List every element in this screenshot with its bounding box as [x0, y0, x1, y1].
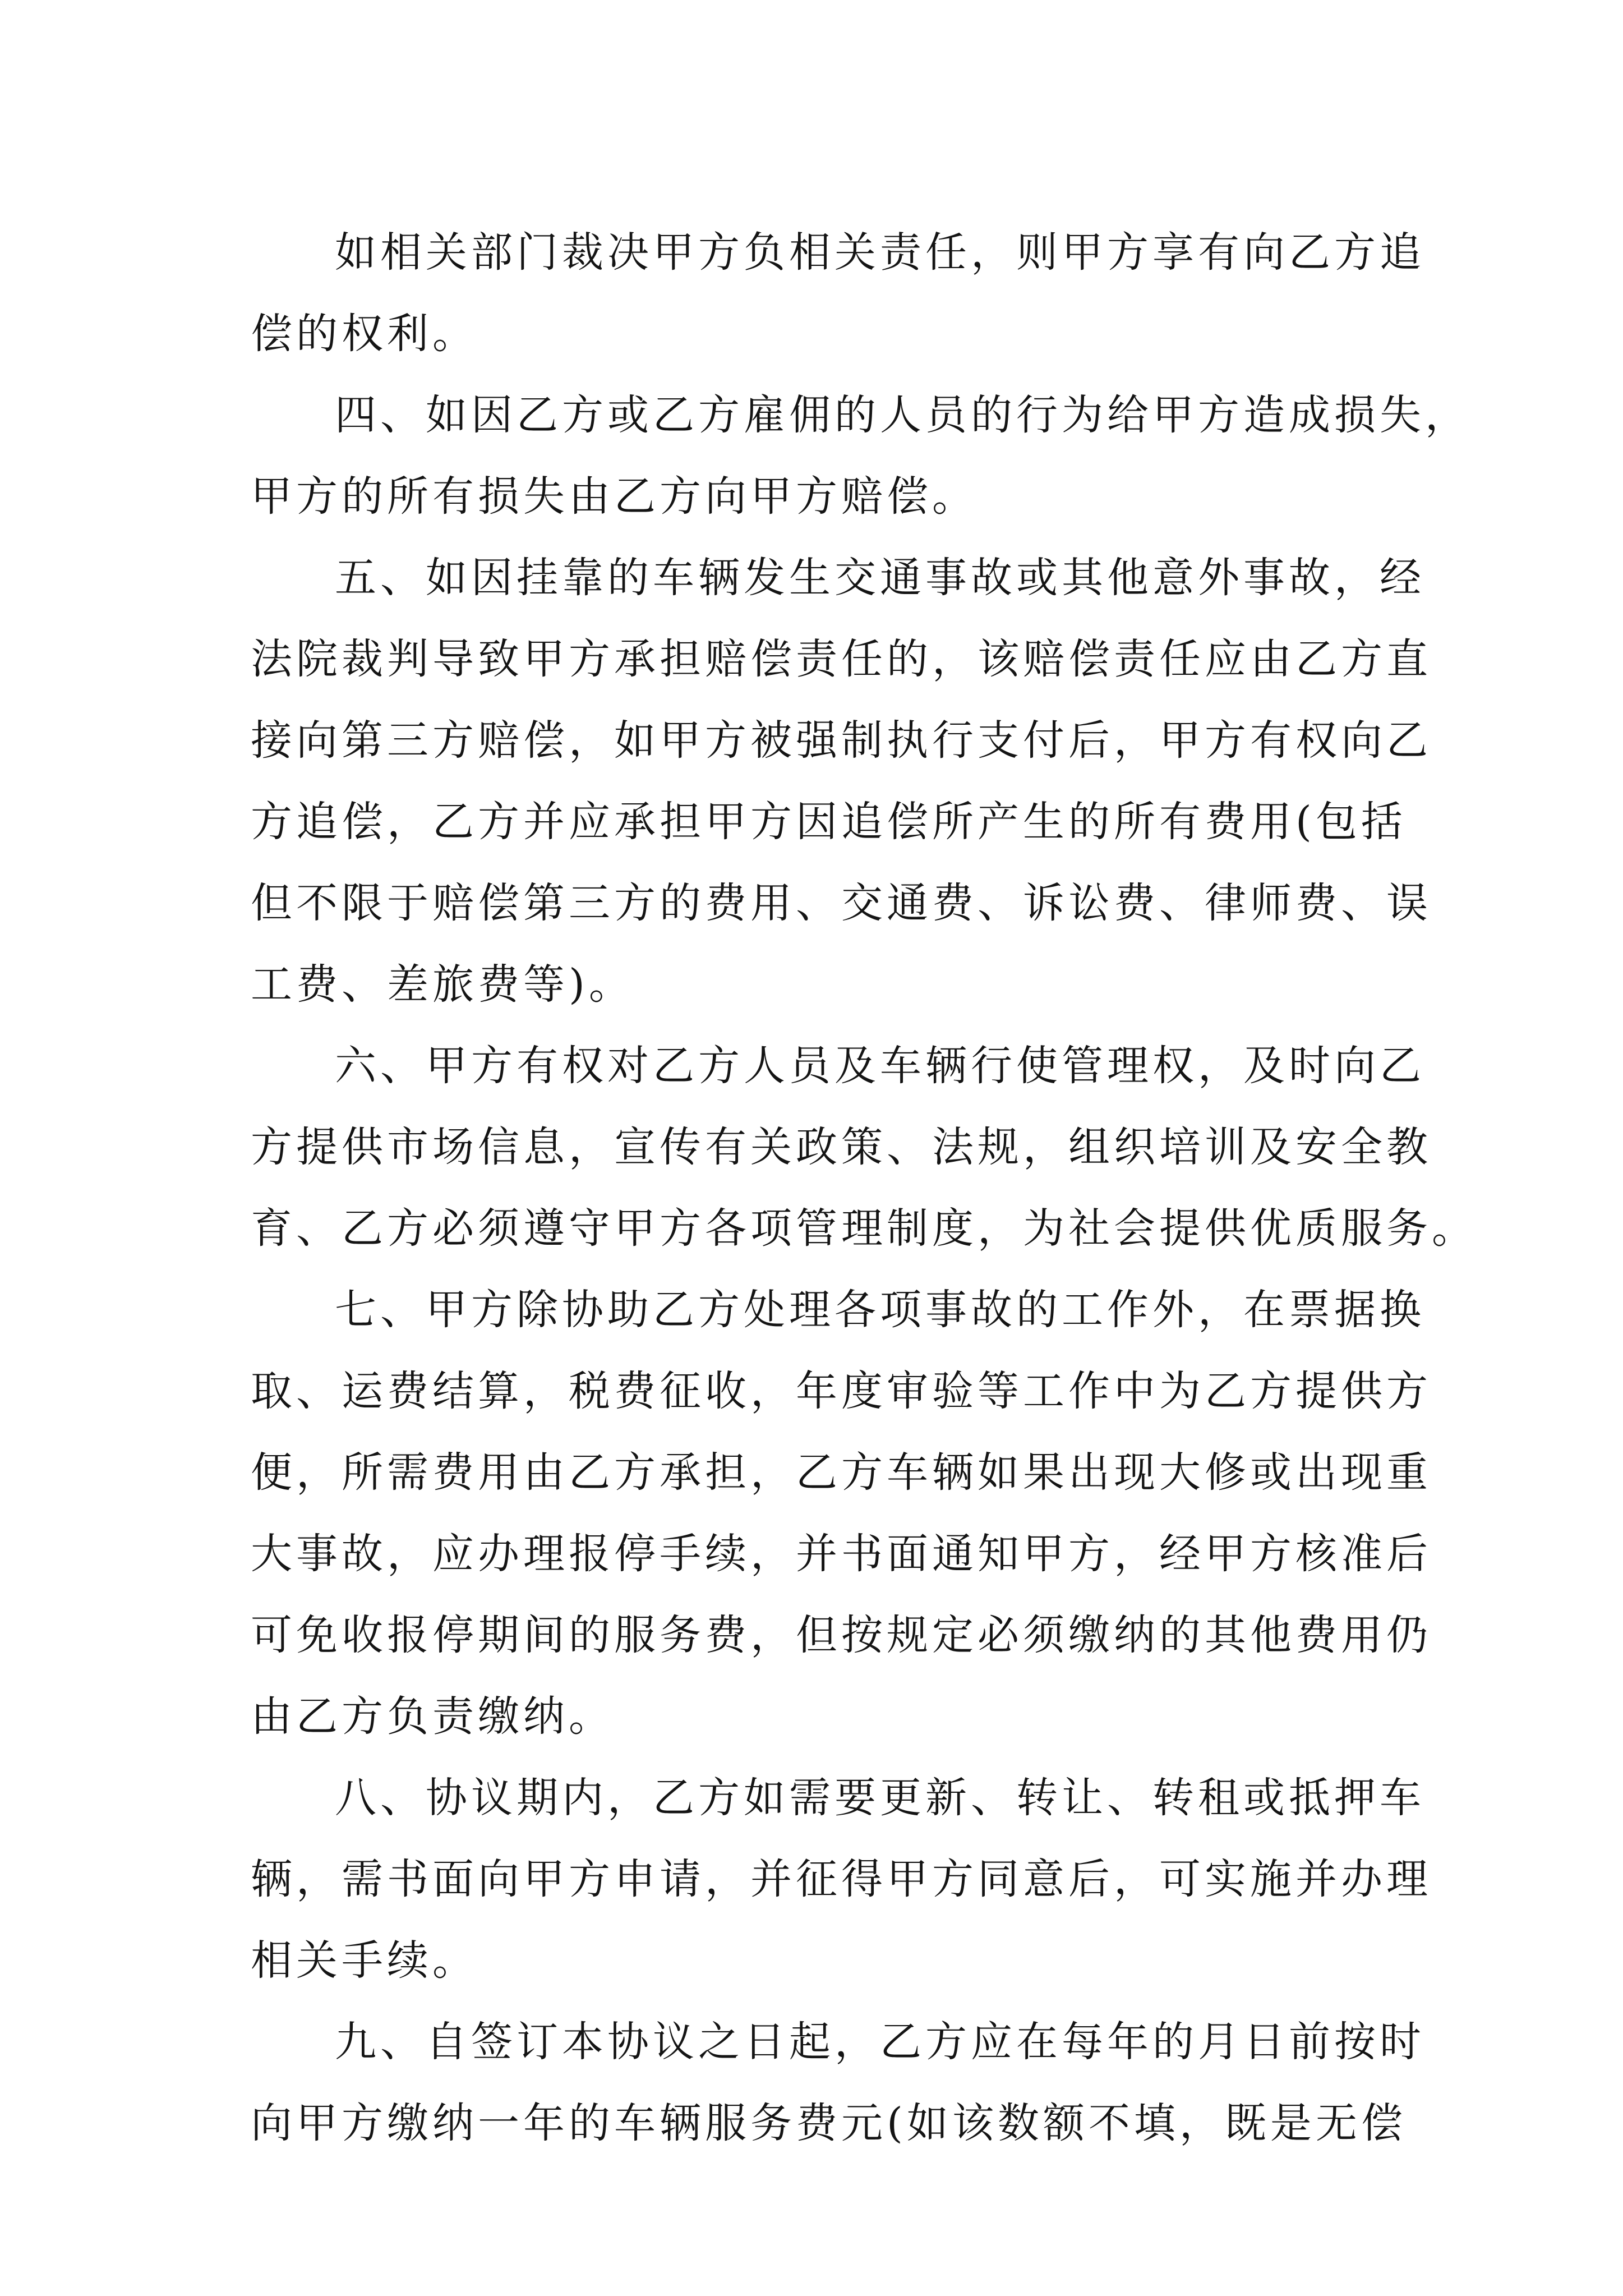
text-line: 甲方的所有损失由乙方向甲方赔偿。 — [251, 472, 978, 521]
text-line: 四、如因乙方或乙方雇佣的人员的行为给甲方造成损失， — [335, 391, 1470, 439]
text-line: 辆，需书面向甲方申请，并征得甲方同意后，可实施并办理 — [251, 1855, 1432, 1903]
text-line: 工费、差旅费等)。 — [251, 960, 634, 1009]
text-line: 取、运费结算，税费征收，年度审验等工作中为乙方提供方 — [251, 1367, 1432, 1415]
text-line: 方追偿，乙方并应承担甲方因追偿所产生的所有费用(包括 — [251, 798, 1407, 846]
text-line: 大事故，应办理报停手续，并书面通知甲方，经甲方核准后 — [251, 1530, 1432, 1578]
text-line: 便，所需费用由乙方承担，乙方车辆如果出现大修或出现重 — [251, 1448, 1432, 1497]
document-body — [251, 212, 1477, 2164]
text-line: 七、甲方除协助乙方处理各项事故的工作外，在票据换 — [335, 1286, 1425, 1334]
text-line: 但不限于赔偿第三方的费用、交通费、诉讼费、律师费、误 — [251, 879, 1432, 927]
text-line: 五、如因挂靠的车辆发生交通事故或其他意外事故，经 — [335, 554, 1425, 602]
text-line: 如相关部门裁决甲方负相关责任，则甲方享有向乙方追 — [335, 228, 1425, 277]
text-line: 可免收报停期间的服务费，但按规定必须缴纳的其他费用仍 — [251, 1611, 1432, 1659]
text-line: 六、甲方有权对乙方人员及车辆行使管理权，及时向乙 — [335, 1042, 1425, 1090]
text-line: 八、协议期内，乙方如需要更新、转让、转租或抵押车 — [335, 1774, 1425, 1822]
text-line: 方提供市场信息，宣传有关政策、法规，组织培训及安全教 — [251, 1123, 1432, 1171]
text-line: 向甲方缴纳一年的车辆服务费元(如该数额不填，既是无偿 — [251, 2099, 1407, 2147]
text-line: 法院裁判导致甲方承担赔偿责任的，该赔偿责任应由乙方直 — [251, 635, 1432, 683]
text-line: 接向第三方赔偿，如甲方被强制执行支付后，甲方有权向乙 — [251, 716, 1432, 765]
text-line: 九、自签订本协议之日起，乙方应在每年的月日前按时 — [335, 2018, 1425, 2066]
text-line: 育、乙方必须遵守甲方各项管理制度，为社会提供优质服务。 — [251, 1204, 1477, 1253]
text-line: 偿的权利。 — [251, 310, 478, 358]
text-line: 相关手续。 — [251, 1936, 478, 1985]
text-line: 由乙方负责缴纳。 — [251, 1692, 614, 1741]
